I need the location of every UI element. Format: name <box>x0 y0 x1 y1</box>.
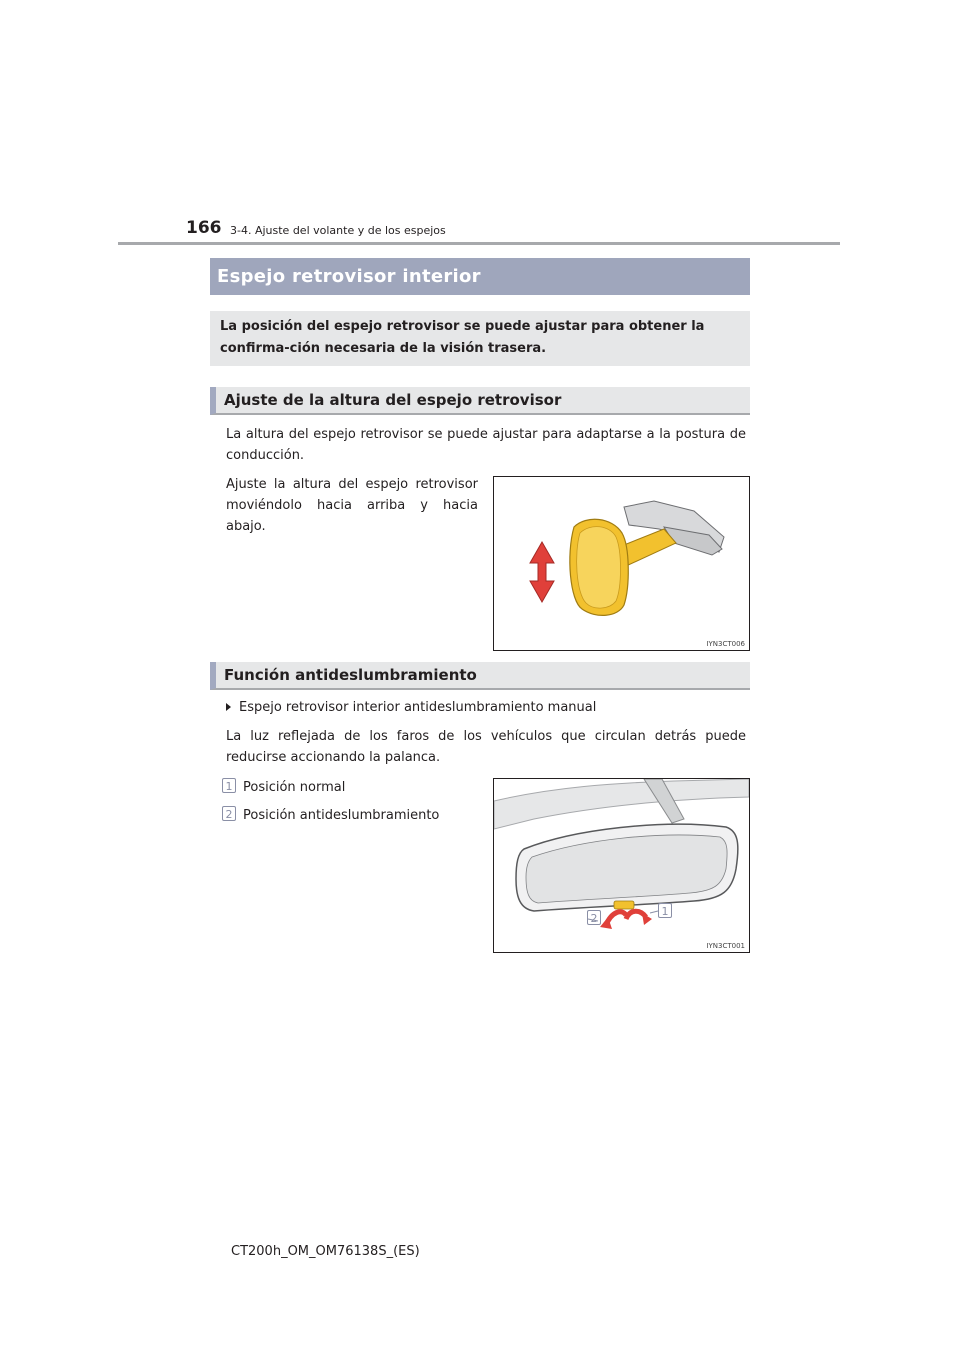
intro-text: La posición del espejo retrovisor se puede ajustar para obtener la confirma-ción necesaria de la visión trasera. <box>220 319 705 356</box>
up-down-arrow-icon <box>530 542 554 602</box>
figure-code: IYN3CT006 <box>706 640 745 648</box>
section-reference: 3-4. Ajuste del volante y de los espejos <box>230 224 446 237</box>
mirror-height-illustration <box>494 477 749 650</box>
list-item <box>222 777 482 799</box>
item-number: 2 <box>222 806 236 821</box>
height-paragraph: La altura del espejo retrovisor se puede ajustar para adaptarse a la postura de conducción. <box>226 427 746 463</box>
page-title: Espejo retrovisor interior <box>210 258 750 295</box>
item-label: Posición normal <box>243 780 346 795</box>
callout-1: 1 <box>658 903 672 918</box>
footer-doc-code: CT200h_OM_OM76138S_(ES) <box>231 1244 420 1259</box>
mirror-antiglare-illustration <box>494 779 749 952</box>
antiglare-paragraph: La luz reflejada de los faros de los vehículos que circulan detrás puede reducirse accionando la palanca. <box>226 729 746 765</box>
subheading-height: Ajuste de la altura del espejo retrovisor <box>210 387 750 415</box>
page-number: 166 <box>186 218 222 238</box>
antiglare-bullet-text: Espejo retrovisor interior antideslumbramiento manual <box>239 700 597 715</box>
bullet-arrow-icon <box>226 703 231 711</box>
height-instruction: Ajuste la altura del espejo retrovisor moviéndolo hacia arriba y hacia abajo. <box>226 477 478 534</box>
header-rule <box>118 242 840 245</box>
figure-mirror-height <box>493 476 750 651</box>
item-number: 1 <box>222 778 236 793</box>
intro-box <box>210 311 750 366</box>
subheading-antiglare: Función antideslumbramiento <box>210 662 750 690</box>
item-label: Posición antideslumbramiento <box>243 808 440 823</box>
figure-code: IYN3CT001 <box>706 942 745 950</box>
callout-2: 2 <box>587 910 601 925</box>
figure-antiglare <box>493 778 750 953</box>
antiglare-bullet <box>226 697 746 718</box>
list-item <box>222 805 482 827</box>
